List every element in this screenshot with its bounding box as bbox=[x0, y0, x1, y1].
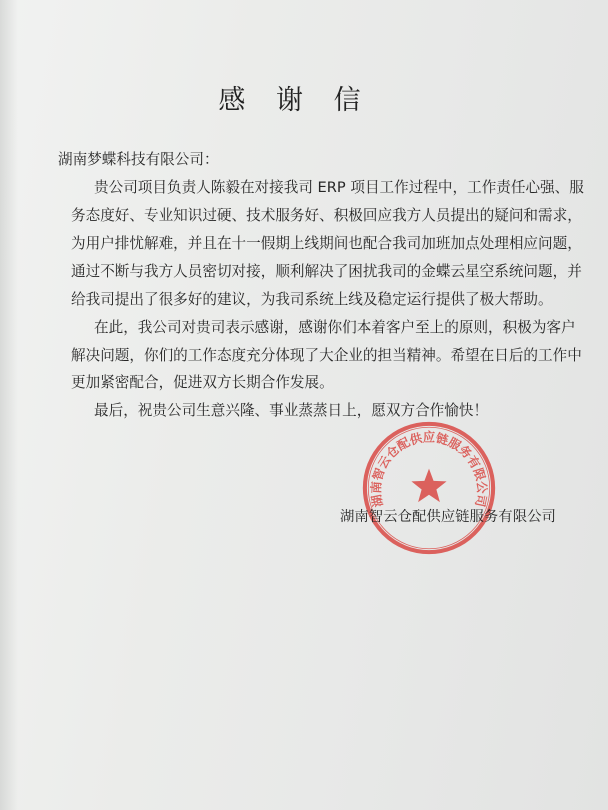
closing-line: 最后，祝贵公司生意兴隆、事业蒸蒸日上，愿双方合作愉快！ bbox=[94, 402, 489, 419]
seal-star-icon bbox=[411, 469, 446, 503]
paragraph-1-line-1: 贵公司项目负责人陈毅在对接我司 ERP 项目工作过程中，工作责任心强、服 bbox=[94, 179, 584, 196]
seal-text: 湖南智云仓配供应链服务有限公司 bbox=[369, 430, 489, 509]
salutation: 湖南梦蝶科技有限公司： bbox=[58, 151, 219, 168]
signature-company: 湖南智云仓配供应链服务有限公司 bbox=[340, 509, 556, 525]
paragraph-2-line-3: 更加紧密配合，促进双方长期合作发展。 bbox=[71, 374, 334, 391]
paragraph-1-line-2: 务态度好、专业知识过硬、技术服务好、积极回应我方人员提出的疑问和需求， bbox=[71, 207, 582, 224]
paragraph-1-line-4: 通过不断与我方人员密切对接，顺利解决了困扰我司的金蝶云星空系统问题，并 bbox=[71, 263, 582, 280]
letter-title: 感 谢 信 bbox=[218, 85, 372, 116]
paragraph-2-line-2: 解决问题，你们的工作态度充分体现了大企业的担当精神。希望在日后的工作中 bbox=[71, 347, 582, 364]
company-seal-stamp bbox=[361, 420, 497, 556]
paragraph-1-line-5: 给我司提出了很多好的建议，为我司系统上线及稳定运行提供了极大帮助。 bbox=[71, 291, 553, 308]
paragraph-2-line-1: 在此，我公司对贵司表示感谢，感谢你们本着客户至上的原则，积极为客户 bbox=[94, 319, 576, 336]
paragraph-1-line-3: 为用户排忧解难，并且在十一假期上线期间也配合我司加班加点处理相应问题， bbox=[71, 235, 582, 252]
